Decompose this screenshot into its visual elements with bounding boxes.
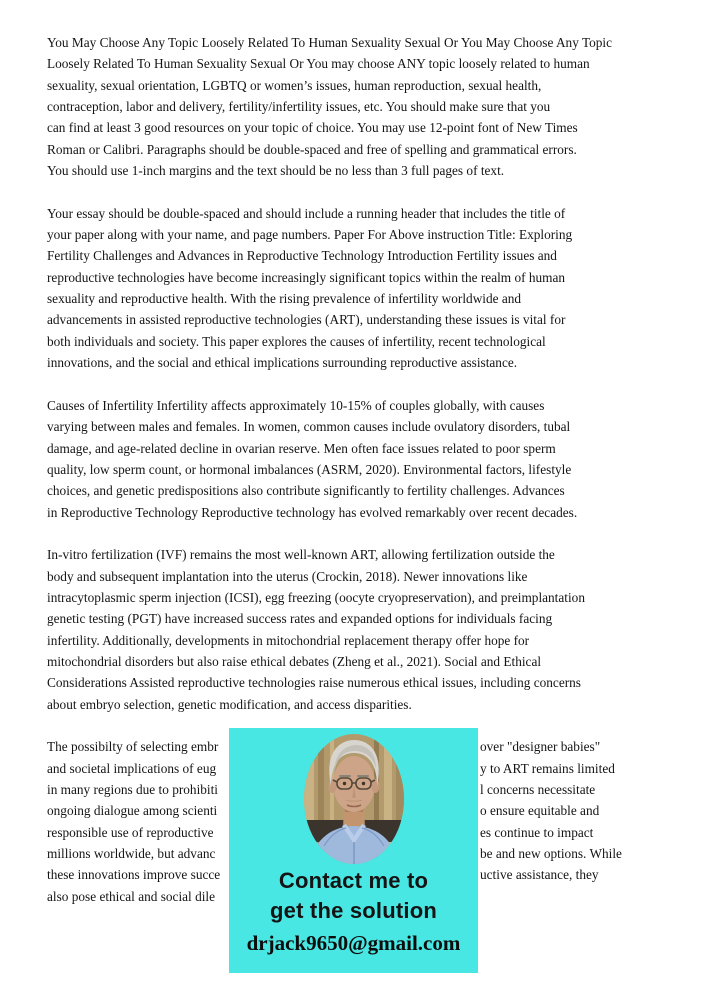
paragraph-2 xyxy=(47,203,665,374)
contact-ad-overlay xyxy=(229,728,478,973)
text-fragment-right: o ensure equitable and xyxy=(480,803,600,819)
text-line: Fertility Challenges and Advances in Reproductive Technology Introduction Fertility issues and xyxy=(47,248,557,264)
text-fragment-left: ongoing dialogue among scienti xyxy=(47,803,218,819)
text-line: varying between males and females. In women, common causes include ovulatory disorders, tubal xyxy=(47,419,571,435)
paragraph-3 xyxy=(47,395,665,523)
text-fragment-left: and societal implications of eug xyxy=(47,760,217,776)
text-line: Causes of Infertility Infertility affects approximately 10-15% of couples globally, with causes xyxy=(47,397,545,413)
text-fragment-right: es continue to impact xyxy=(480,824,594,840)
text-line: damage, and age-related decline in ovarian reserve. Men often face issues related to poor sperm xyxy=(47,440,556,456)
text-fragment-right: over "designer babies" xyxy=(480,739,601,755)
text-fragment-left: these innovations improve succe xyxy=(47,867,221,883)
paragraph-4 xyxy=(47,544,665,715)
text-line: advancements in assisted reproductive technologies (ART), understanding these issues is vital for xyxy=(47,312,566,328)
text-fragment-left: in many regions due to prohibiti xyxy=(47,782,218,798)
text-line: sexuality and reproductive health. With the rising prevalence of infertility worldwide and xyxy=(47,291,522,307)
text-line: in Reproductive Technology Reproductive technology has evolved remarkably over recent decades. xyxy=(47,504,578,520)
text-line: You May Choose Any Topic Loosely Related To Human Sexuality Sexual Or You May Choose Any Topic xyxy=(47,35,613,50)
contact-email: drjack9650@gmail.com xyxy=(246,931,461,955)
text-fragment-right: l concerns necessitate xyxy=(480,782,596,798)
text-fragment-right: be and new options. While xyxy=(480,846,622,862)
paragraph-1 xyxy=(47,32,665,181)
text-line: innovations, and the social and ethical implications surrounding reproductive assistance. xyxy=(47,355,518,371)
text-fragment-right: uctive assistance, they xyxy=(480,867,599,883)
text-line: quality, low sperm count, or hormonal imbalances (ASRM, 2020). Environmental factors, lifestyle xyxy=(47,461,572,477)
portrait-photo xyxy=(304,734,404,864)
text-line: both individuals and society. This paper explores the causes of infertility, recent technological xyxy=(47,333,546,349)
text-line: intracytoplasmic sperm injection (ICSI), egg freezing (oocyte cryopreservation), and preimplantation xyxy=(47,589,585,605)
text-fragment-left: The possibilty of selecting embr xyxy=(47,739,219,755)
text-line: contraception, labor and delivery, fertility/infertility issues, etc. You should make sure that you xyxy=(47,99,551,115)
text-line: can find at least 3 good resources on your topic of choice. You may use 12-point font of New Times xyxy=(47,120,578,136)
text-fragment-left: millions worldwide, but advanc xyxy=(47,846,216,862)
contact-text-line-1: Contact me to xyxy=(278,868,429,893)
text-line: Loosely Related To Human Sexuality Sexual Or You may choose ANY topic loosely related to human xyxy=(47,56,590,72)
text-line: You should use 1-inch margins and the text should be no less than 3 full pages of text. xyxy=(47,163,505,179)
contact-text-line-2: get the solution xyxy=(270,898,437,923)
text-line: body and subsequent implantation into the uterus (Crockin, 2018). Newer innovations like xyxy=(47,568,528,584)
text-line: In-vitro fertilization (IVF) remains the most well-known ART, allowing fertilization outside the xyxy=(47,547,555,563)
text-line: Your essay should be double-spaced and should include a running header that includes the title of xyxy=(47,205,566,221)
text-line: reproductive technologies have become increasingly significant topics within the realm of human xyxy=(47,269,566,285)
text-line: Roman or Calibri. Paragraphs should be double-spaced and free of spelling and grammatical errors. xyxy=(47,141,577,157)
text-fragment-left: responsible use of reproductive xyxy=(47,824,214,840)
text-line: Considerations Assisted reproductive technologies raise numerous ethical issues, including concerns xyxy=(47,675,581,691)
text-line: your paper along with your name, and page numbers. Paper For Above instruction Title: Exploring xyxy=(47,227,573,243)
text-fragment-right: y to ART remains limited xyxy=(480,760,615,776)
text-fragment-left: also pose ethical and social dile xyxy=(47,888,216,904)
text-line: sexuality, sexual orientation, LGBTQ or women’s issues, human reproduction, sexual health, xyxy=(47,77,542,93)
text-line: genetic testing (PGT) have increased success rates and expanded options for individuals facing xyxy=(47,611,553,627)
text-line: mitochondrial disorders but also raise ethical debates (Zheng et al., 2021). Social and Ethical xyxy=(47,653,542,669)
text-line: infertility. Additionally, developments in mitochondrial replacement therapy offer hope for xyxy=(47,632,530,648)
text-line: about embryo selection, genetic modification, and access disparities. xyxy=(47,696,412,712)
text-line: choices, and genetic predispositions also contribute significantly to fertility challenges. Advances xyxy=(47,483,565,499)
